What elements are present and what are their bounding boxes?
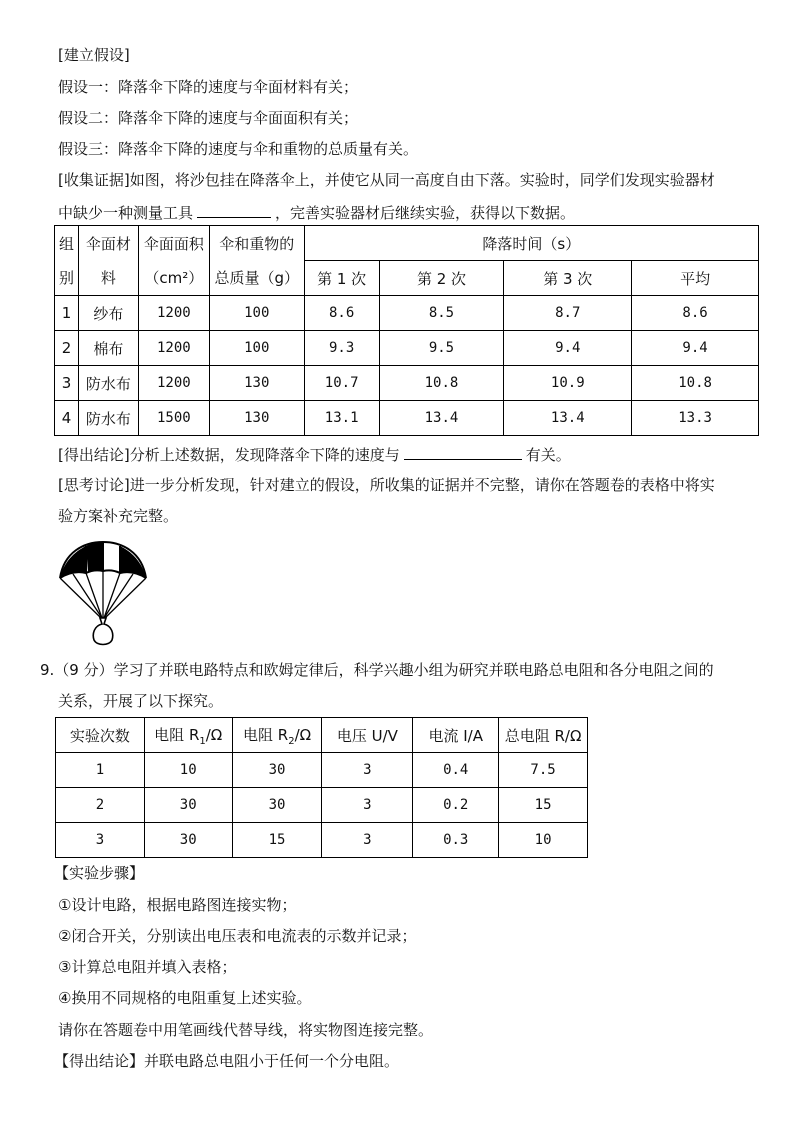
hypothesis-2: 假设二：降落伞下降的速度与伞面面积有关；	[58, 109, 359, 127]
cell-mass: 130	[209, 366, 304, 401]
table-row	[55, 331, 759, 366]
steps-heading: 【实验步骤】	[54, 864, 145, 882]
cell-voltage: 3	[322, 823, 413, 858]
hypothesis-3: 假设三：降落伞下降的速度与伞和重物的总质量有关。	[58, 140, 419, 158]
cell-group: 1	[55, 296, 79, 331]
step-3: ③计算总电阻并填入表格；	[58, 958, 237, 976]
cell-avg: 10.8	[632, 366, 759, 401]
table-row	[55, 401, 759, 436]
cell-area: 1200	[138, 331, 209, 366]
cell-voltage: 3	[322, 788, 413, 823]
cell-mass: 130	[209, 401, 304, 436]
table-row	[56, 788, 588, 823]
header-area: 伞面面积 （cm²）	[138, 226, 209, 296]
cell-t2: 8.5	[379, 296, 504, 331]
cell-total-resistance: 15	[499, 788, 588, 823]
cell-area: 1200	[138, 296, 209, 331]
header-trial-2: 第 2 次	[379, 261, 504, 296]
conclusion-text-pre: [得出结论]分析上述数据，发现降落伞下降的速度与	[58, 446, 400, 464]
cell-current: 0.4	[413, 753, 499, 788]
table-row	[55, 296, 759, 331]
section-heading-hypothesis: [建立假设]	[58, 46, 130, 64]
header-total-resistance: 总电阻 R/Ω	[499, 718, 588, 753]
cell-total-resistance: 7.5	[499, 753, 588, 788]
step-2: ②闭合开关，分别读出电压表和电流表的示数并记录；	[58, 927, 417, 945]
cell-voltage: 3	[322, 753, 413, 788]
cell-trial: 1	[56, 753, 145, 788]
cell-trial: 3	[56, 823, 145, 858]
cell-r1: 30	[144, 788, 232, 823]
header-mass: 伞和重物的 总质量（g）	[209, 226, 304, 296]
answer-blank-conclusion[interactable]	[404, 443, 522, 460]
conclusion-line	[58, 443, 571, 465]
cell-mass: 100	[209, 331, 304, 366]
cell-material: 防水布	[78, 366, 138, 401]
conclusion-text-post: 有关。	[525, 446, 571, 464]
cell-current: 0.2	[413, 788, 499, 823]
final-conclusion: 【得出结论】并联电路总电阻小于任何一个分电阻。	[54, 1052, 400, 1070]
hypothesis-1: 假设一：降落伞下降的速度与伞面材料有关；	[58, 78, 359, 96]
table-row	[56, 753, 588, 788]
cell-trial: 2	[56, 788, 145, 823]
cell-group: 2	[55, 331, 79, 366]
cell-total-resistance: 10	[499, 823, 588, 858]
question-9-line-2: 关系，开展了以下探究。	[58, 692, 224, 710]
cell-t3: 8.7	[504, 296, 632, 331]
resistance-data-table	[55, 717, 588, 858]
cell-r1: 10	[144, 753, 232, 788]
parachute-figure	[56, 538, 150, 650]
header-voltage: 电压 U/V	[322, 718, 413, 753]
sandbag-icon	[93, 618, 112, 645]
cell-r2: 30	[232, 753, 322, 788]
collect-evidence-line-2	[58, 201, 575, 223]
collect-text-post: ，完善实验器材后继续实验，获得以下数据。	[275, 204, 576, 222]
header-material: 伞面材 料	[78, 226, 138, 296]
cell-t1: 8.6	[304, 296, 379, 331]
header-group: 组 别	[55, 226, 79, 296]
parachute-data-table	[54, 225, 759, 436]
question-9-line-1: 9.（9 分）学习了并联电路特点和欧姆定律后，科学兴趣小组为研究并联电路总电阻和各分电阻之间的	[40, 661, 714, 679]
cell-avg: 8.6	[632, 296, 759, 331]
collect-evidence-line-1: [收集证据]如图，将沙包挂在降落伞上，并使它从同一高度自由下落。实验时，同学们发现实验器材	[58, 171, 715, 189]
cell-avg: 9.4	[632, 331, 759, 366]
cell-area: 1200	[138, 366, 209, 401]
cell-material: 棉布	[78, 331, 138, 366]
cell-r2: 30	[232, 788, 322, 823]
cell-area: 1500	[138, 401, 209, 436]
header-fall-time: 降落时间（s）	[304, 226, 758, 261]
cell-t2: 10.8	[379, 366, 504, 401]
cell-t3: 13.4	[504, 401, 632, 436]
cell-material: 防水布	[78, 401, 138, 436]
cell-t2: 13.4	[379, 401, 504, 436]
header-trial-1: 第 1 次	[304, 261, 379, 296]
cell-t3: 9.4	[504, 331, 632, 366]
table-row	[55, 366, 759, 401]
header-trial-count: 实验次数	[56, 718, 145, 753]
cell-material: 纱布	[78, 296, 138, 331]
cell-r1: 30	[144, 823, 232, 858]
cell-t1: 9.3	[304, 331, 379, 366]
header-current: 电流 I/A	[413, 718, 499, 753]
answer-blank-tool[interactable]	[197, 201, 271, 218]
header-r1: 电阻 $R_1/\Omega$	[144, 718, 232, 753]
cell-current: 0.3	[413, 823, 499, 858]
cell-t3: 10.9	[504, 366, 632, 401]
collect-text-pre: 中缺少一种测量工具	[58, 204, 194, 222]
cell-group: 4	[55, 401, 79, 436]
step-1: ①设计电路，根据电路图连接实物；	[58, 896, 297, 914]
suspension-lines	[60, 571, 146, 618]
discussion-line-1: [思考讨论]进一步分析发现，针对建立的假设，所收集的证据并不完整，请你在答题卷的表格中将实	[58, 476, 715, 494]
header-trial-3: 第 3 次	[504, 261, 632, 296]
cell-r2: 15	[232, 823, 322, 858]
wiring-instruction: 请你在答题卷中用笔画线代替导线，将实物图连接完整。	[58, 1021, 434, 1039]
step-4: ④换用不同规格的电阻重复上述实验。	[58, 989, 312, 1007]
canopy-panel-dark-left	[86, 542, 103, 572]
header-average: 平均	[632, 261, 759, 296]
cell-avg: 13.3	[632, 401, 759, 436]
cell-t1: 13.1	[304, 401, 379, 436]
cell-group: 3	[55, 366, 79, 401]
cell-t1: 10.7	[304, 366, 379, 401]
cell-mass: 100	[209, 296, 304, 331]
header-r2: 电阻 $R_2/\Omega$	[232, 718, 322, 753]
discussion-line-2: 验方案补充完整。	[58, 507, 179, 525]
table-row	[56, 823, 588, 858]
cell-t2: 9.5	[379, 331, 504, 366]
